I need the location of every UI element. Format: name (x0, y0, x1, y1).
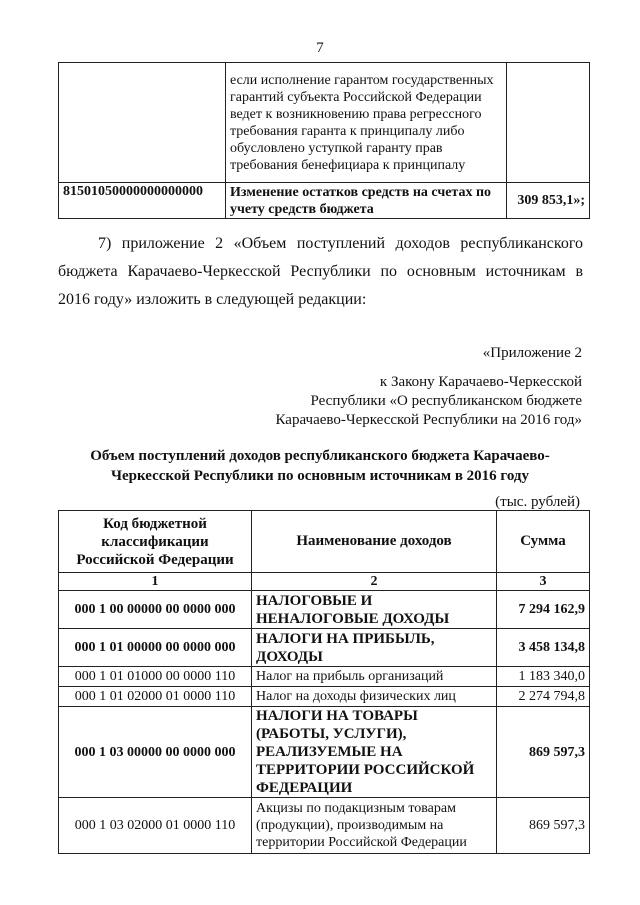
code-cell: 000 1 00 00000 00 0000 000 (59, 591, 252, 629)
page-number: 7 (316, 40, 324, 56)
continuation-table (58, 62, 590, 219)
table-row (59, 687, 590, 707)
table-header-row (59, 511, 590, 573)
sum-cell: 7 294 162,9 (497, 591, 590, 629)
sum-cell: 309 853,1»; (507, 183, 590, 219)
name-cell: Налог на прибыль организаций (252, 667, 497, 687)
name-cell: НАЛОГИ НА ТОВАРЫ (РАБОТЫ, УСЛУГИ), РЕАЛИЗУЕМЫЕ НА ТЕРРИТОРИИ РОССИЙСКОЙ ФЕДЕРАЦИИ (252, 707, 497, 798)
name-cell: НАЛОГИ НА ПРИБЫЛЬ, ДОХОДЫ (252, 629, 497, 667)
sum-cell: 869 597,3 (497, 798, 590, 854)
code-cell: 000 1 01 01000 00 0000 110 (59, 667, 252, 687)
table-row (59, 707, 590, 798)
document-title: Объем поступлений доходов республиканского бюджета Карачаево-Черкесской Республики по основным источникам в 2016 году (90, 448, 550, 484)
col-number: 1 (59, 573, 252, 591)
header-code: Код бюджетной классификации Российской Федерации (59, 511, 252, 573)
code-cell: 000 1 03 00000 00 0000 000 (59, 707, 252, 798)
sum-cell: 2 274 794,8 (497, 687, 590, 707)
appendix-line: Карачаево-Черкесской Республики на 2016 год» (275, 412, 582, 428)
units-label: (тыс. рублей) (495, 494, 580, 510)
appendix-line: к Закону Карачаево-Черкесской (379, 374, 582, 390)
table-row (59, 667, 590, 687)
code-cell: 000 1 01 00000 00 0000 000 (59, 629, 252, 667)
name-cell: если исполнение гарантом государственных гарантий субъекта Российской Федерации ведет к возникновению права регрессного требования гаранта к принципалу либо обусловлено уступкой гаранту прав требования бенефициара к принципалу (226, 63, 507, 183)
table-row (59, 798, 590, 854)
sum-cell (507, 63, 590, 183)
col-number: 3 (497, 573, 590, 591)
header-sum: Сумма (497, 511, 590, 573)
col-number: 2 (252, 573, 497, 591)
code-cell: 81501050000000000000 (59, 183, 226, 219)
name-cell: Акцизы по подакцизным товарам (продукции), производимым на территории Российской Федерации (252, 798, 497, 854)
name-cell: НАЛОГОВЫЕ И НЕНАЛОГОВЫЕ ДОХОДЫ (252, 591, 497, 629)
sum-cell: 1 183 340,0 (497, 667, 590, 687)
sum-cell: 3 458 134,8 (497, 629, 590, 667)
name-cell: Изменение остатков средств на счетах по учету средств бюджета (226, 183, 507, 219)
appendix-line: Республики «О республиканском бюджете (310, 393, 582, 409)
revenue-table (58, 510, 590, 854)
table-row (59, 63, 590, 183)
code-cell (59, 63, 226, 183)
header-name: Наименование доходов (252, 511, 497, 573)
column-number-row (59, 573, 590, 591)
name-cell: Налог на доходы физических лиц (252, 687, 497, 707)
code-cell: 000 1 01 02000 01 0000 110 (59, 687, 252, 707)
sum-cell: 869 597,3 (497, 707, 590, 798)
table-row (59, 629, 590, 667)
code-cell: 000 1 03 02000 01 0000 110 (59, 798, 252, 854)
table-row (59, 183, 590, 219)
amendment-paragraph: 7) приложение 2 «Объем поступлений доходов республиканского бюджета Карачаево-Черкесской Республики по основным источникам в 2016 году» изложить в следующей редакции: (58, 235, 583, 308)
table-row (59, 591, 590, 629)
appendix-title: «Приложение 2 (482, 345, 582, 361)
